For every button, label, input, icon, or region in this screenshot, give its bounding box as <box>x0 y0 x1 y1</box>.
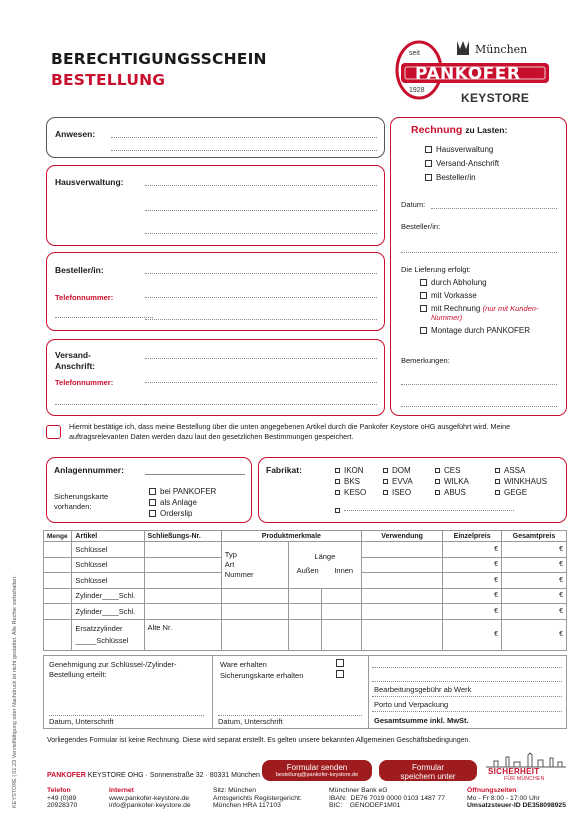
website-link[interactable]: www.pankofer-keystore.de <box>109 794 190 802</box>
divider <box>368 656 369 728</box>
brand-gege[interactable] <box>495 488 565 497</box>
brand-winkhaus[interactable] <box>495 477 565 486</box>
consent-checkbox[interactable] <box>46 425 61 439</box>
laenge-label: Länge <box>314 552 336 561</box>
badge-line-1: SICHERHEIT <box>488 767 540 776</box>
cell-verwendung[interactable] <box>361 619 442 650</box>
col-gesamtpreis: Gesamtpreis <box>502 531 567 542</box>
checkbox[interactable] <box>495 479 500 484</box>
typ-label: Typ <box>224 549 237 559</box>
cell-schliessung[interactable] <box>144 542 221 558</box>
brand-label: CES <box>444 466 461 475</box>
brand-label: IKON <box>344 466 364 475</box>
hausverwaltung-label: Hausverwaltung: <box>55 177 124 187</box>
bemerkungen-label: Bemerkungen: <box>401 356 450 365</box>
col-artikel: Artikel <box>72 531 144 542</box>
checkbox[interactable] <box>420 305 427 312</box>
cell-gesamtpreis[interactable]: € <box>502 588 567 604</box>
checkbox[interactable] <box>335 508 340 513</box>
brand-label: WINKHAUS <box>504 477 548 486</box>
contact-line: BIC: GENODEF1M01 <box>329 802 401 809</box>
contact-line: München HRA 117103 <box>213 802 281 809</box>
cell-schliessung[interactable] <box>144 588 221 604</box>
versand-line-1[interactable] <box>145 358 377 359</box>
telefon-label-1: Telefonnummer: <box>55 293 114 302</box>
lieferung-opt-abholung[interactable] <box>420 278 543 287</box>
rechnung-opt-besteller[interactable] <box>425 173 499 182</box>
cell-menge[interactable] <box>44 542 72 558</box>
versand-label: Versand- Anschrift: <box>55 350 96 371</box>
cell-einzelpreis[interactable]: € <box>443 604 502 620</box>
besteller-right-label: Besteller/in: <box>401 222 441 231</box>
cell-menge[interactable] <box>44 573 72 589</box>
company-name: PANKOFER <box>47 772 86 779</box>
cell-schliessung[interactable] <box>144 557 221 573</box>
option-label: Besteller/in <box>436 173 476 182</box>
checkbox[interactable] <box>435 479 440 484</box>
checkbox[interactable] <box>149 510 156 517</box>
laenge-cell <box>288 542 361 589</box>
option-note: (nur mit Kunden-Nummer) <box>431 304 539 322</box>
brand-ikon[interactable] <box>335 466 383 475</box>
anwesen-box <box>46 117 385 158</box>
sum-line-1[interactable] <box>372 667 562 668</box>
brand-label: EVVA <box>392 477 413 486</box>
brand-label: DOM <box>392 466 411 475</box>
telefon-line-2[interactable] <box>55 404 153 405</box>
datum-label: Datum: <box>401 200 426 209</box>
checkbox[interactable] <box>149 499 156 506</box>
cell-artikel <box>72 619 144 650</box>
send-mail: bestellung@pankofer-keystore.de <box>275 772 359 778</box>
anwesen-label: Anwesen: <box>55 129 96 139</box>
send-form-button[interactable] <box>262 760 372 781</box>
art-label: Art <box>224 559 235 569</box>
hausverwaltung-line-3[interactable] <box>145 233 377 234</box>
brand-label: ISEO <box>392 488 412 497</box>
sign-line-2[interactable] <box>218 715 362 716</box>
contact-line: Mo - Fr 8:00 - 17:00 Uhr <box>467 794 540 802</box>
sicherungskarte-label: Sicherungskarte vorhanden: <box>54 492 109 511</box>
cell-alte-nr[interactable]: Alte Nr. <box>144 619 221 650</box>
rechnung-opt-text <box>431 304 543 322</box>
summe-label: Gesamtsumme inkl. MwSt. <box>374 716 469 725</box>
cell-gesamtpreis[interactable]: € <box>502 573 567 589</box>
versand-line-3[interactable] <box>145 404 377 405</box>
anlage-opt-orderslip[interactable] <box>149 509 216 518</box>
contact-internet <box>109 787 191 810</box>
brand-abus[interactable] <box>435 488 495 497</box>
fabrikat-label: Fabrikat: <box>266 465 302 475</box>
brand-evva[interactable] <box>383 477 435 486</box>
page-title: BERECHTIGUNGSSCHEIN <box>51 50 267 68</box>
cell-verwendung[interactable] <box>361 604 442 620</box>
produkt-typ-cell <box>221 542 288 589</box>
approval-box <box>43 655 567 729</box>
cell-einzelpreis[interactable]: € <box>443 573 502 589</box>
genehmigung-label: Genehmigung zur Schlüssel-/Zylinder-Bestellung erteilt: <box>49 660 177 679</box>
contact-head: Öffnungszeiten <box>467 787 517 794</box>
cell-artikel: Schlüssel <box>72 557 144 573</box>
divider <box>212 656 213 728</box>
datum-sign-2: Datum, Unterschrift <box>218 717 283 726</box>
telefon-line-1[interactable] <box>55 317 153 318</box>
checkbox[interactable] <box>435 490 440 495</box>
cell-menge[interactable] <box>44 619 72 650</box>
rechnung-word: Rechnung <box>411 124 463 136</box>
anlagennummer-line[interactable] <box>145 474 245 475</box>
company-address <box>47 772 260 779</box>
order-table <box>43 530 567 651</box>
datum-sign-1: Datum, Unterschrift <box>49 717 114 726</box>
checkbox[interactable] <box>420 279 427 286</box>
cell-typ[interactable] <box>221 619 288 650</box>
option-label: Montage durch PANKOFER <box>431 326 531 335</box>
anlage-opt-pankofer[interactable] <box>149 487 216 496</box>
ware-label: Ware erhalten <box>220 660 267 669</box>
cell-gesamtpreis[interactable]: € <box>502 619 567 650</box>
checkbox[interactable] <box>425 146 432 153</box>
cell-schliessung[interactable] <box>144 573 221 589</box>
anlage-opt-anlage[interactable] <box>149 498 216 507</box>
rechnung-rest: zu Lasten: <box>465 125 508 135</box>
besteller-label: Besteller/in: <box>55 265 104 275</box>
checkbox[interactable] <box>420 327 427 334</box>
cell-aussen[interactable] <box>288 619 321 650</box>
checkbox[interactable] <box>435 468 440 473</box>
cell-gesamtpreis[interactable]: € <box>502 557 567 573</box>
contact-bank <box>329 787 445 810</box>
contact-line: Umsatzsteuer-ID DE358098925 <box>467 802 566 809</box>
table-row <box>44 619 567 650</box>
col-menge: Menge <box>44 531 72 542</box>
table-row <box>44 588 567 604</box>
anlage-options <box>149 487 216 518</box>
sum-line-3[interactable] <box>372 696 562 697</box>
brand-dom[interactable] <box>383 466 435 475</box>
lieferung-opt-montage[interactable] <box>420 326 543 335</box>
logo-city: München <box>475 43 528 56</box>
contact-line: Sitz: München <box>213 787 257 794</box>
cell-schliessung[interactable] <box>144 604 221 620</box>
hausverwaltung-line-2[interactable] <box>145 210 377 211</box>
lieferung-opt-rechnung[interactable] <box>420 304 543 322</box>
datum-line[interactable] <box>431 208 557 209</box>
laenge-sub <box>289 566 361 575</box>
cell-einzelpreis[interactable]: € <box>443 542 502 558</box>
cell-artikel: Schlüssel <box>72 542 144 558</box>
contact-row <box>47 787 567 821</box>
cell-aussen[interactable] <box>288 604 321 620</box>
cell-menge[interactable] <box>44 604 72 620</box>
cell-einzelpreis[interactable]: € <box>443 619 502 650</box>
col-verwendung: Verwendung <box>361 531 442 542</box>
porto-label: Porto und Verpackung <box>374 700 449 709</box>
table-row <box>44 604 567 620</box>
sicherheit-badge <box>484 752 568 780</box>
contact-line: Münchner Bank eG <box>329 787 388 794</box>
logo-keystore: KEYSTORE <box>461 91 530 105</box>
brand-ces[interactable] <box>435 466 495 475</box>
page-subtitle: BESTELLUNG <box>51 71 166 89</box>
anlagennummer-label: Anlagennummer: <box>54 465 124 475</box>
hausverwaltung-box <box>46 165 385 246</box>
checkbox[interactable] <box>495 468 500 473</box>
gebuehr-label: Bearbeitungsgebühr ab Werk <box>374 685 472 694</box>
fabrikat-box <box>258 457 567 523</box>
contact-hours <box>467 787 566 810</box>
col-produktmerkmale: Produktmerkmale <box>221 531 361 542</box>
checkbox[interactable] <box>420 292 427 299</box>
rechnung-opt-hausverwaltung[interactable] <box>425 145 499 154</box>
hausverwaltung-line-1[interactable] <box>145 185 377 186</box>
email-link[interactable]: info@pankofer-keystore.de <box>109 802 191 809</box>
cell-verwendung[interactable] <box>361 542 442 558</box>
company-rest: KEYSTORE OHG · Sonnenstraße 32 · 80331 München <box>85 772 260 779</box>
telefon-label-2: Telefonnummer: <box>55 378 114 387</box>
brand-iseo[interactable] <box>383 488 435 497</box>
contact-head: Internet <box>109 787 134 794</box>
lieferung-options <box>420 278 543 335</box>
checkbox[interactable] <box>495 490 500 495</box>
sum-line-2[interactable] <box>372 681 562 682</box>
side-legal-text: KEYSTORE | 01.23 Vervielfältigung oder Nachdruck ist nicht gestattet. Alle Rechte vorbehalten. <box>12 575 18 808</box>
karte-label: Sicherungskarte erhalten <box>220 671 304 680</box>
anlage-box <box>46 457 252 523</box>
checkbox[interactable] <box>335 490 340 495</box>
cell-typ[interactable] <box>221 588 288 604</box>
brand-label: GEGE <box>504 488 528 497</box>
pankofer-logo <box>395 38 555 108</box>
cell-artikel: Zylinder____Schl. <box>72 588 144 604</box>
option-label: durch Abholung <box>431 278 487 287</box>
brand-other[interactable] <box>335 508 514 513</box>
fabrikat-grid <box>335 466 565 497</box>
ersatz-label: Ersatzzylinder <box>75 623 123 633</box>
versand-line-2[interactable] <box>145 382 377 383</box>
skyline-icon <box>484 752 568 768</box>
innen-label: Innen <box>334 566 354 575</box>
option-label: mit Rechnung <box>431 304 481 313</box>
logo-seit: seit <box>409 50 420 57</box>
cell-artikel: Zylinder____Schl. <box>72 604 144 620</box>
bemerkungen-line-1[interactable] <box>401 384 557 385</box>
rechnung-opt-versand[interactable] <box>425 159 499 168</box>
checkbox[interactable] <box>383 468 388 473</box>
cell-gesamtpreis[interactable]: € <box>502 542 567 558</box>
cell-menge[interactable] <box>44 557 72 573</box>
sign-line-1[interactable] <box>49 715 204 716</box>
besteller-line-2[interactable] <box>145 297 377 298</box>
badge-line-2: FÜR MÜNCHEN <box>504 776 545 782</box>
table-header-row <box>44 531 567 542</box>
checkbox[interactable] <box>335 479 340 484</box>
brand-bks[interactable] <box>335 477 383 486</box>
lieferung-opt-vorkasse[interactable] <box>420 291 543 300</box>
col-einzelpreis: Einzelpreis <box>443 531 502 542</box>
checkbox[interactable] <box>425 174 432 181</box>
cell-verwendung[interactable] <box>361 557 442 573</box>
checkbox[interactable] <box>149 488 156 495</box>
besteller-right-line[interactable] <box>401 252 557 253</box>
cell-gesamtpreis[interactable]: € <box>502 604 567 620</box>
cell-verwendung[interactable] <box>361 588 442 604</box>
cell-innen[interactable] <box>321 588 361 604</box>
brand-wilka[interactable] <box>435 477 495 486</box>
ersatz-count-label: _____Schlüssel <box>75 635 129 645</box>
logo-brand: PANKOFER <box>415 64 521 84</box>
contact-line: +49 (0)89 <box>47 794 77 802</box>
cell-verwendung[interactable] <box>361 573 442 589</box>
brand-label: ABUS <box>444 488 466 497</box>
save-form-button[interactable]: Formular speichern unter <box>379 760 477 781</box>
checkbox[interactable] <box>335 468 340 473</box>
invoice-note: Vorliegendes Formular ist keine Rechnung. Diese wird separat erstellt. Es gelten unsere bekannten Allgemeinen Geschäftsbedingungen. <box>47 737 471 744</box>
cell-einzelpreis[interactable]: € <box>443 557 502 573</box>
versand-box <box>46 339 385 416</box>
aussen-label: Außen <box>296 566 319 575</box>
checkbox[interactable] <box>383 490 388 495</box>
karte-checkbox[interactable] <box>336 670 344 678</box>
option-label: bei PANKOFER <box>160 487 217 496</box>
contact-line: Amtsgerichts Registergericht: <box>213 794 302 802</box>
cell-artikel: Schlüssel <box>72 573 144 589</box>
option-label: Hausverwaltung <box>436 145 494 154</box>
besteller-line-3[interactable] <box>145 319 377 320</box>
contact-line: IBAN: DE76 7019 0000 0103 1487 77 <box>329 794 446 802</box>
option-label: Orderslip <box>160 509 193 518</box>
rechnung-options <box>425 145 499 182</box>
sum-line-4[interactable] <box>372 711 562 712</box>
col-schliessung: Schließungs-Nr. <box>144 531 221 542</box>
contact-line: 20928370 <box>47 802 78 809</box>
bemerkungen-line-2[interactable] <box>401 406 557 407</box>
anwesen-line[interactable] <box>111 137 377 138</box>
logo-year: 1928 <box>409 87 425 94</box>
send-label: Formular senden <box>286 763 348 772</box>
rechnung-heading <box>411 124 507 136</box>
checkbox[interactable] <box>425 160 432 167</box>
option-label: als Anlage <box>160 498 197 507</box>
brand-keso[interactable] <box>335 488 383 497</box>
anwesen-line-2[interactable] <box>111 150 377 151</box>
cell-menge[interactable] <box>44 588 72 604</box>
rechnung-box <box>390 117 567 416</box>
cell-innen[interactable] <box>321 604 361 620</box>
lieferung-label: Die Lieferung erfolgt: <box>401 265 471 274</box>
cell-typ[interactable] <box>221 604 288 620</box>
brand-label: BKS <box>344 477 361 486</box>
table-row <box>44 542 567 558</box>
option-label: mit Vorkasse <box>431 291 477 300</box>
cell-einzelpreis[interactable]: € <box>443 588 502 604</box>
cell-innen[interactable] <box>321 619 361 650</box>
besteller-line-1[interactable] <box>145 273 377 274</box>
checkbox[interactable] <box>383 479 388 484</box>
cell-aussen[interactable] <box>288 588 321 604</box>
option-label: Versand-Anschrift <box>436 159 500 168</box>
brand-other-line[interactable] <box>344 510 514 511</box>
besteller-box <box>46 252 385 331</box>
contact-head: Telefon <box>47 787 71 794</box>
contact-sitz <box>213 787 302 810</box>
brand-assa[interactable] <box>495 466 565 475</box>
brand-label: KESO <box>344 488 367 497</box>
brand-label: WILKA <box>444 477 469 486</box>
nummer-label: Nummer <box>224 569 254 579</box>
contact-telefon <box>47 787 77 810</box>
ware-checkbox[interactable] <box>336 659 344 667</box>
brand-label: ASSA <box>504 466 526 475</box>
consent-text: Hiermit bestätige ich, dass meine Bestellung über die unten angegebenen Artikel durch die Pankofer Keystore oHG ausgeführt wird. Meine auftragsrelevanten Daten werden dazu laut den gesetzlichen Bestimmungen gespeichert. <box>69 422 511 441</box>
